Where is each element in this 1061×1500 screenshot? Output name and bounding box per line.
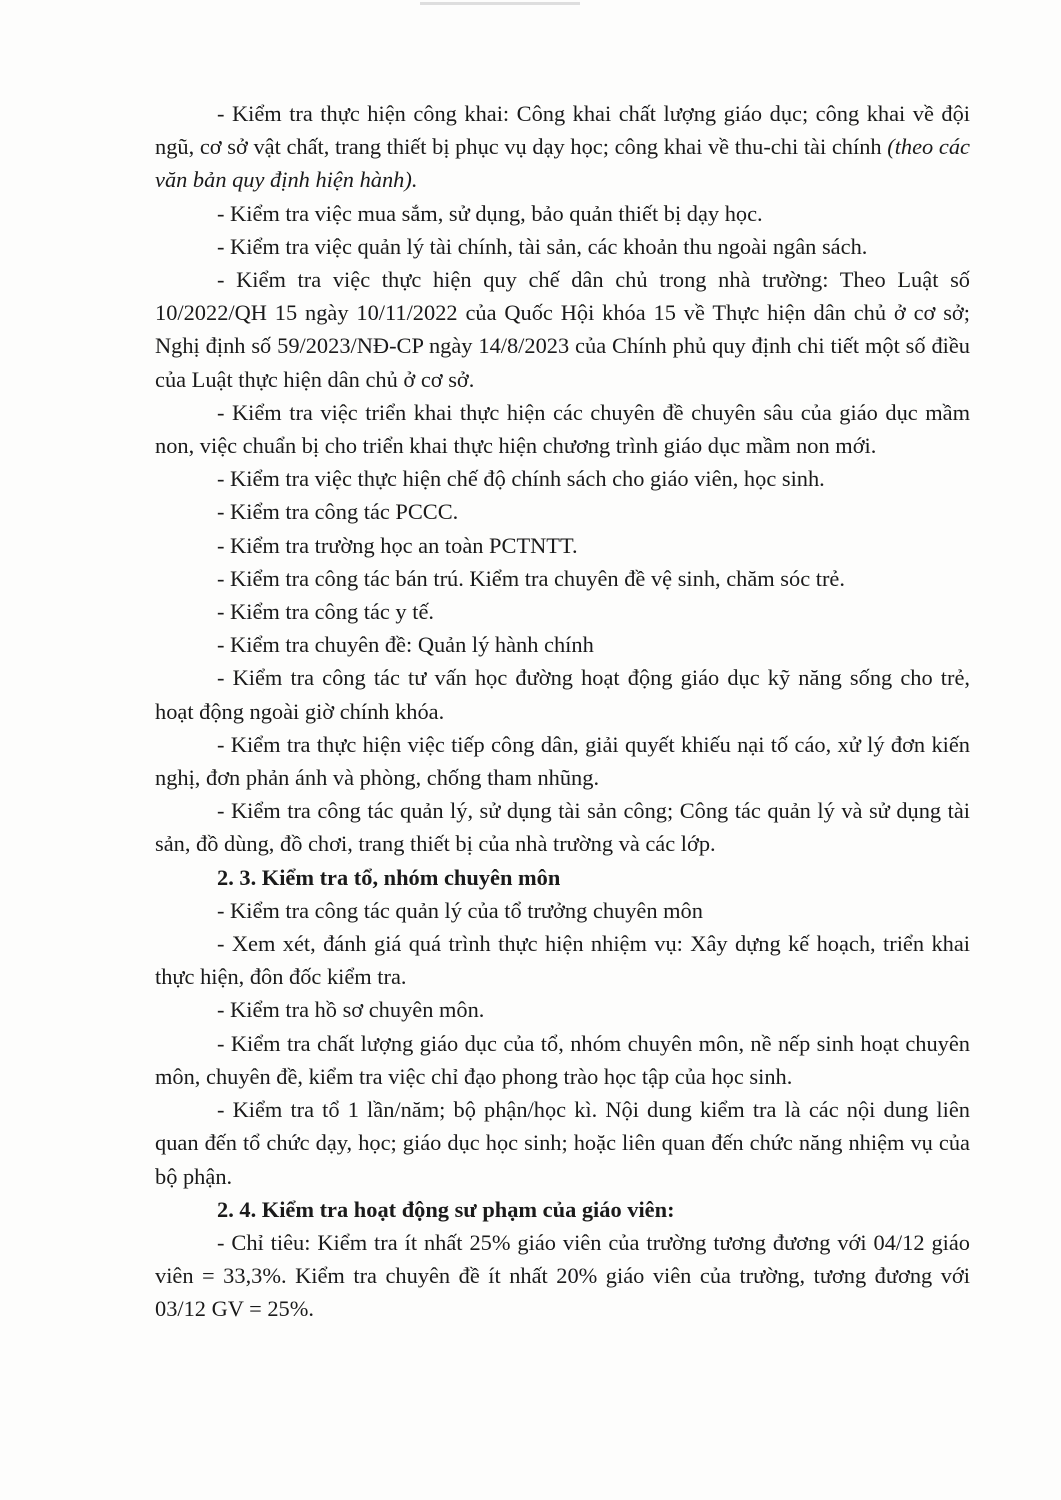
- paragraph-policy: - Kiểm tra việc thực hiện chế độ chính sách cho giáo viên, học sinh.: [217, 466, 825, 492]
- paragraph-admin: - Kiểm tra chuyên đề: Quản lý hành chính: [217, 632, 594, 658]
- paragraph-2-3-4: - Kiểm tra chất lượng giáo dục của tổ, nhóm chuyên môn, nề nếp sinh hoạt chuyên môn, chuyên đề, kiểm tra việc chỉ đạo phong trào học tập của học sinh.: [155, 1030, 970, 1089]
- paragraph-democracy: - Kiểm tra việc thực hiện quy chế dân chủ trong nhà trường: Theo Luật số 10/2022/QH 15 ngày 10/11/2022 của Quốc Hội khóa 15 về Thực hiện dân chủ ở cơ sở; Nghị định số 59/2023/NĐ-CP ngày 14/8/2023 của Chính phủ quy định chi tiết một số điều của Luật thực hiện dân chủ ở cơ sở.: [155, 267, 970, 392]
- paragraph-pctntt: - Kiểm tra trường học an toàn PCTNTT.: [217, 532, 578, 558]
- paragraph-counseling: - Kiểm tra công tác tư vấn học đường hoạt động giáo dục kỹ năng sống cho trẻ, hoạt động ngoài giờ chính khóa.: [155, 665, 970, 724]
- section-heading-2-4: 2. 4. Kiểm tra hoạt động sư phạm của giáo viên:: [217, 1196, 675, 1222]
- paragraph-citizen: - Kiểm tra thực hiện việc tiếp công dân, giải quyết khiếu nại tố cáo, xử lý đơn kiến nghị, đơn phản ánh và phòng, chống tham nhũng.: [155, 731, 970, 791]
- paragraph-pccc: - Kiểm tra công tác PCCC.: [217, 499, 459, 525]
- paragraph-topics: - Kiểm tra việc triển khai thực hiện các chuyên đề chuyên sâu của giáo dục mầm non, việc chuẩn bị cho triển khai thực hiện chương trình giáo dục mầm non mới.: [155, 399, 970, 459]
- scan-artifact: [420, 2, 580, 5]
- paragraph-2-3-1: - Kiểm tra công tác quản lý của tổ trưởng chuyên môn: [217, 897, 703, 923]
- paragraph-2-3-3: - Kiểm tra hồ sơ chuyên môn.: [217, 997, 485, 1023]
- paragraph-finance: - Kiểm tra việc quản lý tài chính, tài sản, các khoản thu ngoài ngân sách.: [217, 233, 868, 259]
- document-body: [155, 97, 970, 1326]
- paragraph-equipment: - Kiểm tra việc mua sắm, sử dụng, bảo quản thiết bị dạy học.: [217, 200, 763, 226]
- paragraph-assets: - Kiểm tra công tác quản lý, sử dụng tài sản công; Công tác quản lý và sử dụng tài sản, đồ dùng, đồ chơi, trang thiết bị của nhà trường và các lớp.: [155, 798, 970, 857]
- section-heading-2-3: 2. 3. Kiểm tra tổ, nhóm chuyên môn: [217, 864, 561, 890]
- paragraph-health: - Kiểm tra công tác y tế.: [217, 599, 434, 625]
- paragraph-boarding: - Kiểm tra công tác bán trú. Kiểm tra chuyên đề vệ sinh, chăm sóc trẻ.: [217, 565, 845, 591]
- paragraph-public-disclosure: - Kiểm tra thực hiện công khai: Công khai chất lượng giáo dục; công khai về đội ngũ, cơ sở vật chất, trang thiết bị phục vụ dạy học; công khai về thu-chi tài chính (theo các văn bản quy định hiện hành).: [155, 101, 970, 193]
- paragraph-2-3-2: - Xem xét, đánh giá quá trình thực hiện nhiệm vụ: Xây dựng kế hoạch, triển khai thực hiện, đôn đốc kiểm tra.: [155, 931, 970, 990]
- paragraph-2-4-1: - Chỉ tiêu: Kiểm tra ít nhất 25% giáo viên của trường tương đương với 04/12 giáo viên = 33,3%. Kiểm tra chuyên đề ít nhất 20% giáo viên của trường, tương đương với 03/12 GV = 25%.: [155, 1229, 970, 1322]
- paragraph-2-3-5: - Kiểm tra tổ 1 lần/năm; bộ phận/học kì. Nội dung kiểm tra là các nội dung liên quan đến tổ chức dạy, học; giáo dục học sinh; hoặc liên quan đến chức năng nhiệm vụ của bộ phận.: [155, 1097, 970, 1189]
